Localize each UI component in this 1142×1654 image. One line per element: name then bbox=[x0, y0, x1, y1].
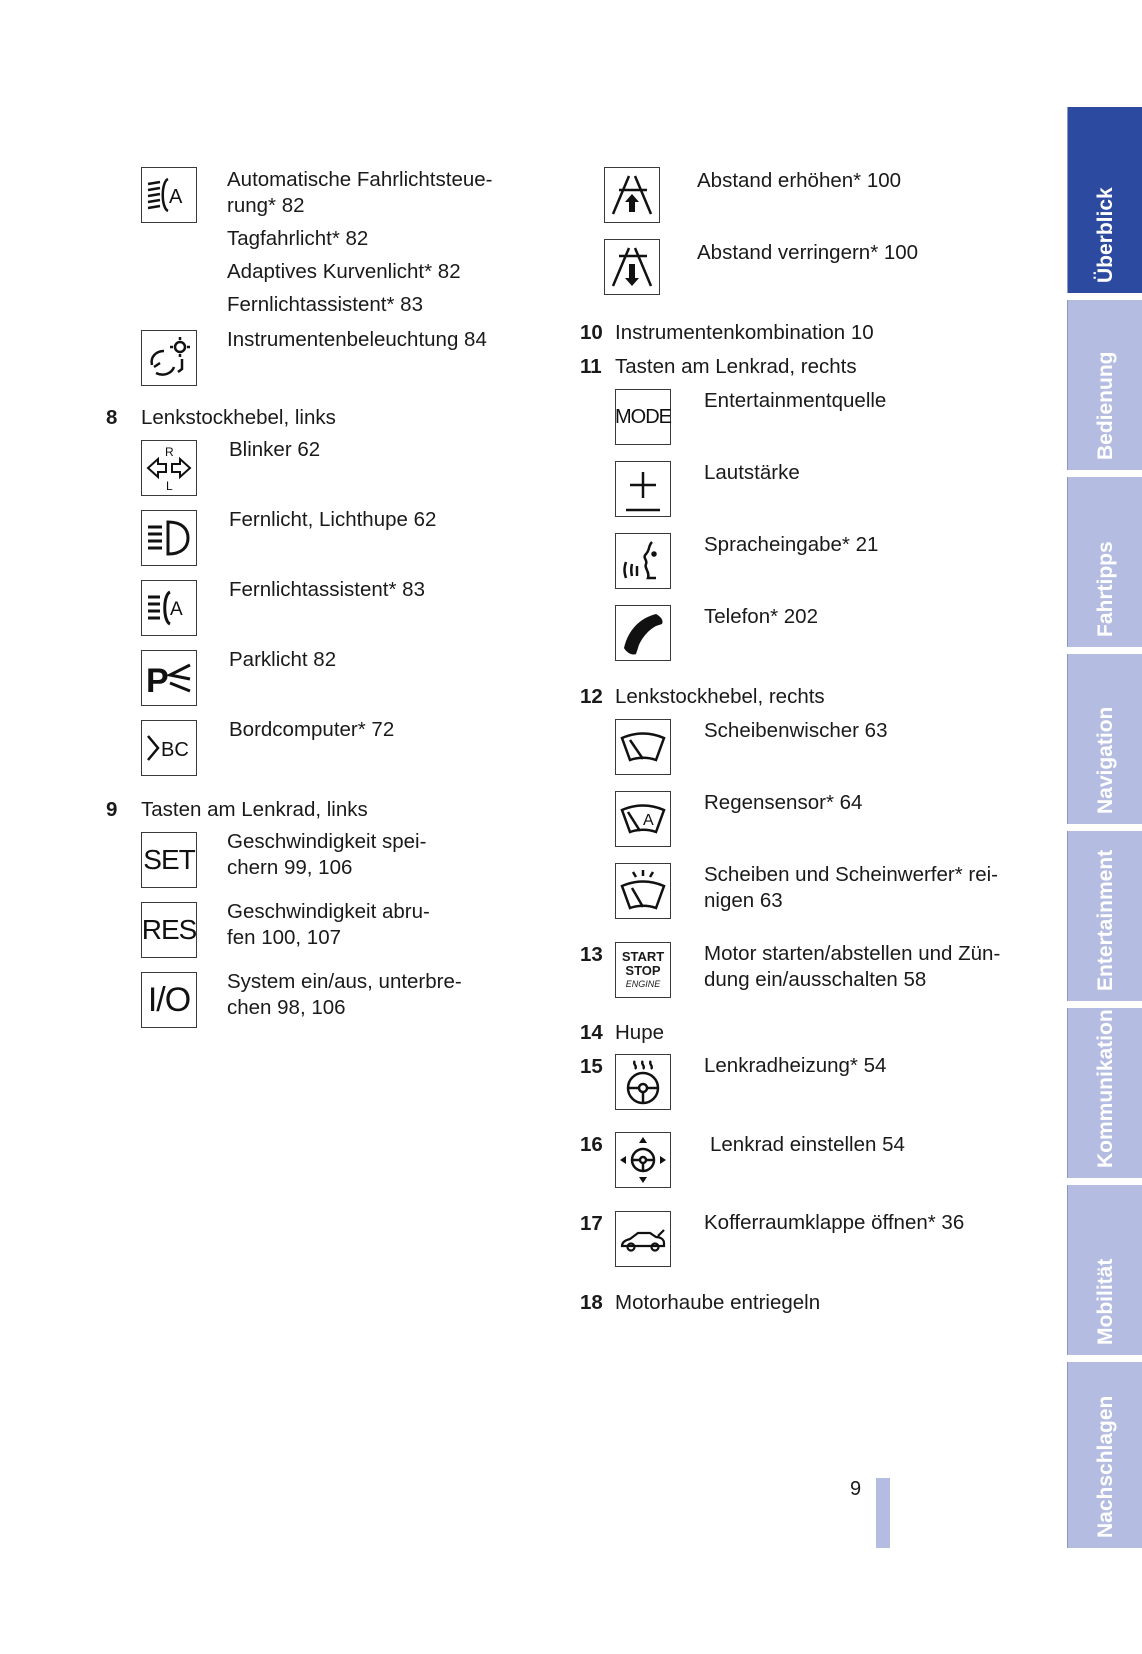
list-item: Lenkrad einstellen 54 bbox=[710, 1133, 905, 1156]
list-item: Telefon* 202 bbox=[704, 605, 818, 628]
section-number: 10 bbox=[580, 321, 603, 344]
res-label: RES bbox=[141, 914, 197, 945]
list-item: Parklicht 82 bbox=[229, 648, 337, 671]
wiper-icon bbox=[615, 719, 671, 775]
power-button-icon bbox=[141, 972, 197, 1028]
distance-decrease-icon bbox=[604, 239, 660, 295]
list-item: Entertainmentquelle bbox=[704, 389, 887, 412]
section-title: Instrumentenkombination 10 bbox=[615, 321, 874, 344]
section-number: 9 bbox=[106, 798, 118, 821]
trunk-lid-icon bbox=[615, 1211, 671, 1267]
instrument-lighting-icon bbox=[141, 330, 197, 386]
line: Adaptives Kurvenlicht* 82 bbox=[227, 260, 461, 283]
tab-label: Entertainment bbox=[1093, 849, 1117, 991]
section-title: Motorhaube entriegeln bbox=[615, 1291, 821, 1314]
line: Scheibenwischer 63 bbox=[704, 719, 888, 742]
section-title: Lenkstockhebel, links bbox=[141, 406, 336, 429]
section-number: 13 bbox=[580, 943, 603, 966]
section-number: 16 bbox=[580, 1133, 603, 1156]
list-item: Abstand verringern* 100 bbox=[697, 241, 919, 264]
list-item: Spracheingabe* 21 bbox=[704, 533, 879, 556]
bc-label: BC bbox=[161, 739, 189, 761]
section-title: Hupe bbox=[615, 1021, 665, 1044]
start-stop-icon bbox=[615, 942, 671, 998]
svg-text:L: L bbox=[166, 479, 173, 493]
start-label: START bbox=[621, 949, 665, 964]
tab-kommunikation[interactable] bbox=[1067, 1008, 1142, 1178]
tab-navigation[interactable] bbox=[1067, 654, 1142, 824]
set-label: SET bbox=[143, 844, 195, 875]
tab-label: Nachschlagen bbox=[1093, 1395, 1117, 1538]
tab-entertainment[interactable] bbox=[1067, 831, 1142, 1001]
auto-light-text bbox=[227, 167, 492, 318]
steering-wheel-heating-icon bbox=[615, 1054, 671, 1110]
stop-label: STOP bbox=[625, 963, 661, 978]
list-item bbox=[704, 790, 862, 816]
list-item: Blinker 62 bbox=[229, 438, 321, 461]
res-button-icon bbox=[141, 902, 197, 958]
list-item bbox=[704, 862, 998, 914]
tab-nachschlagen[interactable] bbox=[1067, 1362, 1142, 1548]
io-label: I/O bbox=[147, 980, 191, 1019]
line: rung* 82 bbox=[227, 194, 305, 217]
section-title: Tasten am Lenkrad, rechts bbox=[615, 355, 857, 378]
list-item bbox=[227, 899, 430, 951]
section-number: 18 bbox=[580, 1291, 603, 1314]
list-item: Lenkradheizung* 54 bbox=[704, 1054, 887, 1077]
svg-text:A: A bbox=[169, 186, 183, 208]
voice-input-icon bbox=[615, 533, 671, 589]
tab-mobilitaet[interactable] bbox=[1067, 1185, 1142, 1355]
line: chen 98, 106 bbox=[227, 996, 346, 1019]
mode-button-icon bbox=[615, 389, 671, 445]
tab-fahrtipps[interactable] bbox=[1067, 477, 1142, 647]
list-item bbox=[704, 718, 887, 744]
phone-icon bbox=[615, 605, 671, 661]
rain-sensor-icon bbox=[615, 791, 671, 847]
list-item: Bordcomputer* 72 bbox=[229, 718, 395, 741]
tab-bedienung[interactable] bbox=[1067, 300, 1142, 470]
section-number: 14 bbox=[580, 1021, 603, 1044]
list-item bbox=[704, 941, 1000, 993]
svg-text:A: A bbox=[170, 599, 183, 620]
list-item: Kofferraumklappe öffnen* 36 bbox=[704, 1211, 965, 1234]
tab-label: Bedienung bbox=[1093, 351, 1117, 460]
list-item bbox=[227, 829, 426, 881]
list-item bbox=[227, 969, 462, 1021]
line: Scheiben und Scheinwerfer* rei- bbox=[704, 863, 998, 886]
washer-icon bbox=[615, 863, 671, 919]
list-item: Fernlichtassistent* 83 bbox=[229, 578, 425, 601]
line: Automatische Fahrlichtsteue- bbox=[227, 168, 493, 191]
mode-label: MODE bbox=[615, 405, 671, 428]
volume-icon bbox=[615, 461, 671, 517]
line: chern 99, 106 bbox=[227, 856, 353, 879]
section-number: 11 bbox=[580, 355, 602, 378]
line: Geschwindigkeit abru- bbox=[227, 900, 430, 923]
line: Fernlichtassistent* 83 bbox=[227, 293, 423, 316]
svg-text:A: A bbox=[643, 812, 654, 829]
tab-ueberblick[interactable] bbox=[1067, 107, 1142, 293]
line: fen 100, 107 bbox=[227, 926, 341, 949]
section-number: 8 bbox=[106, 406, 118, 429]
list-item: Abstand erhöhen* 100 bbox=[697, 169, 902, 192]
steering-adjust-icon bbox=[615, 1132, 671, 1188]
turn-signal-icon bbox=[141, 440, 197, 496]
line: nigen 63 bbox=[704, 889, 783, 912]
high-beam-assist-icon bbox=[141, 580, 197, 636]
section-number: 12 bbox=[580, 685, 603, 708]
tab-label: Kommunikation bbox=[1093, 1009, 1117, 1168]
tab-label: Navigation bbox=[1093, 706, 1117, 814]
list-item: Lautstärke bbox=[704, 461, 800, 484]
set-button-icon bbox=[141, 832, 197, 888]
tab-label: Mobilität bbox=[1093, 1258, 1117, 1345]
svg-text:R: R bbox=[165, 445, 174, 459]
section-title: Lenkstockhebel, rechts bbox=[615, 685, 825, 708]
distance-increase-icon bbox=[604, 167, 660, 223]
tab-label: Fahrtipps bbox=[1093, 541, 1117, 637]
engine-label: ENGINE bbox=[625, 979, 661, 989]
svg-text:P: P bbox=[146, 662, 169, 700]
onboard-computer-icon bbox=[141, 720, 197, 776]
list-item: Fernlicht, Lichthupe 62 bbox=[229, 508, 437, 531]
line: dung ein/ausschalten 58 bbox=[704, 968, 927, 991]
line: Regensensor* 64 bbox=[704, 791, 863, 814]
instrument-lighting-label: Instrumentenbeleuchtung 84 bbox=[227, 328, 487, 351]
section-number: 17 bbox=[580, 1212, 603, 1235]
tab-label: Überblick bbox=[1093, 187, 1117, 283]
page-number: 9 bbox=[850, 1478, 862, 1500]
high-beam-icon bbox=[141, 510, 197, 566]
section-number: 15 bbox=[580, 1055, 603, 1078]
auto-light-icon bbox=[141, 167, 197, 223]
line: Motor starten/abstellen und Zün- bbox=[704, 942, 1001, 965]
section-title: Tasten am Lenkrad, links bbox=[141, 798, 368, 821]
line: System ein/aus, unterbre- bbox=[227, 970, 462, 993]
page-number-bar bbox=[876, 1478, 890, 1548]
line: Tagfahrlicht* 82 bbox=[227, 227, 369, 250]
line: Geschwindigkeit spei- bbox=[227, 830, 427, 853]
parking-light-icon bbox=[141, 650, 197, 706]
